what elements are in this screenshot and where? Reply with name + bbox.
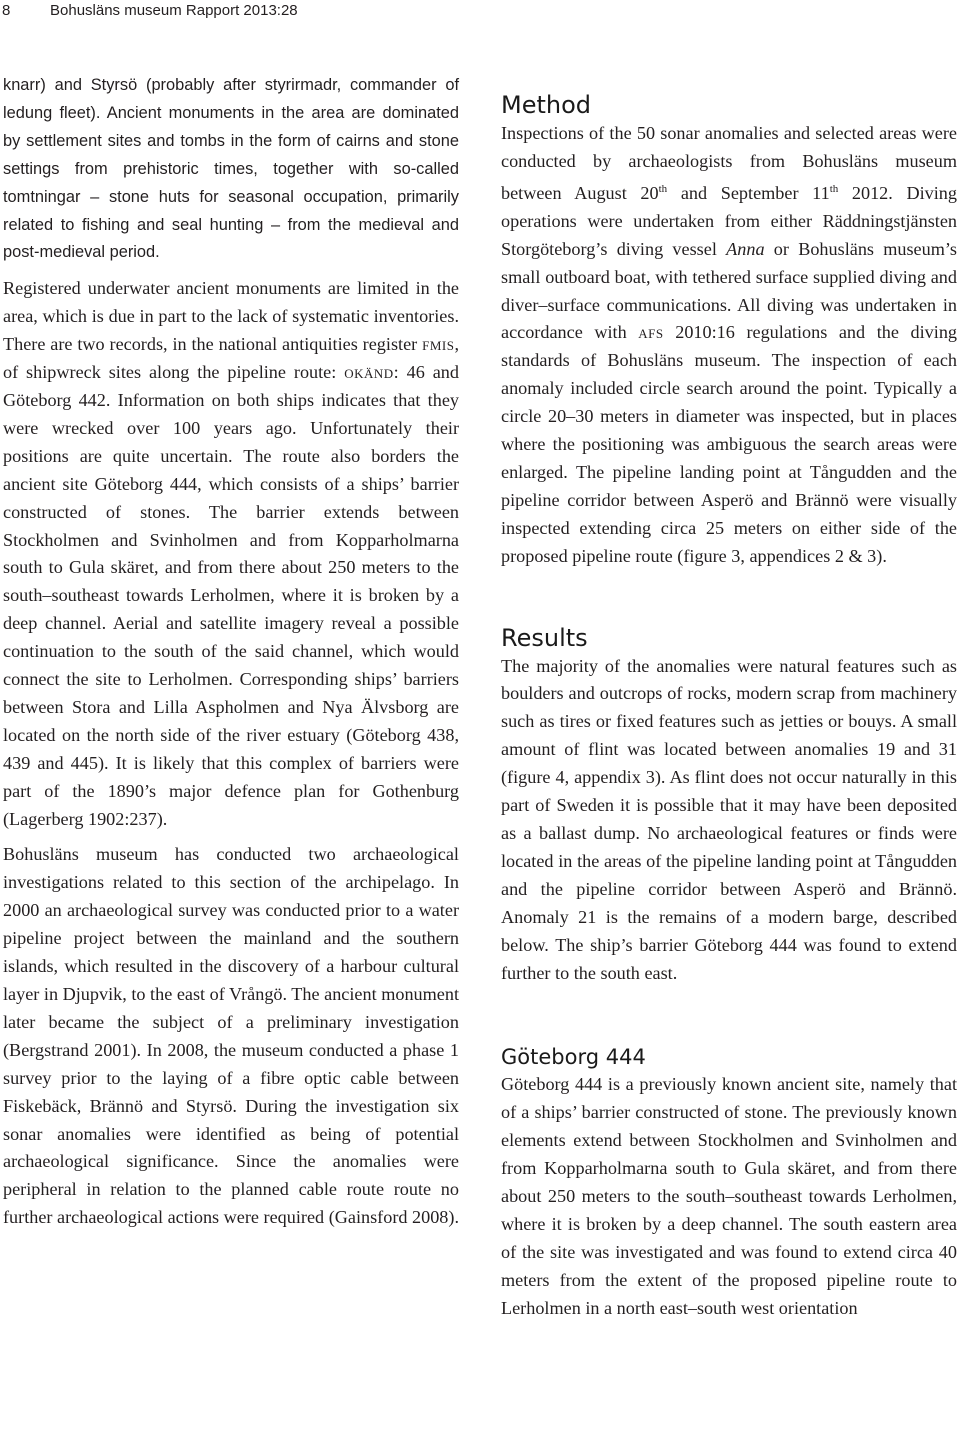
text-span: 2010:16 regulations and the diving standards of Bohusläns museum. The inspection of each anomaly included circle search around the point. Typically a circle 20–30 meters in diameter was inspected, but in places where the positioning was ambiguous the search areas were enlarged. The pipeline landing point at Tångudden and the pipeline corridor between Asperö and Brännö were visually inspected extending circa 25 meters on either side of the proposed pipeline route (figure 3, appendices 2 & 3).	[501, 322, 958, 566]
superscript: th	[658, 182, 668, 195]
fmis-abbrev: fmis	[422, 334, 455, 355]
text-span: and September 11	[667, 182, 830, 203]
results-paragraph: The majority of the anomalies were natural features such as boulders and outcrops of rocks, modern scrap from machinery such as tires or fixed features such as jetties or bouys. A small amount of flint was located between anomalies 19 and 31 (figure 4, appendix 3). As flint does not occur naturally in this part of Sweden it is possible that it may have been deposited as a ballast dump. No archaeological features or finds were located in the areas of the pipeline landing point at Tångudden and the pipeline corridor between Asperö and Brännö. Anomaly 21 is the remains of a modern barge, described below. The ship’s barrier Göteborg 444 was found to extend further to the south east.	[501, 655, 957, 983]
running-title: Bohusläns museum Rapport 2013:28	[50, 2, 298, 19]
text-span: : 46 and Göteborg 442. Information on both ships indicates that they were wrecked over 100 years ago. Unfortunately their positions are quite uncertain. The route also borders the ancient site Göteborg 444, which consists of a ships’ barrier constructed of stones. The barrier extends between Stockholmen and Svinholmen and from Kopparholmarna south to Gula skäret, and from there about 250 meters to the south–southeast towards Lerholmen, where it is broken by a deep channel. Aerial and satellite imagery reveal a possible continuation to the south of the said channel, which would connect the site to Lerholmen. Corresponding ships’ barriers between Stora and Lilla Aspholmen and Nya Älvsborg are located on the north side of the river estuary (Göteborg 438, 439 and 445). It is likely that this complex of barriers were part of the 1890’s major defence plan for Gothenburg (Lagerberg 1902:237).	[3, 362, 459, 829]
method-heading: Method	[501, 91, 592, 119]
results-heading: Results	[501, 623, 588, 652]
text-span: Registered underwater ancient monuments are limited in the area, which is due in part to the lack of systematic inventories. There are two records, in the national antiquities register	[3, 278, 459, 355]
paragraph-underwater-monuments	[3, 275, 459, 833]
vessel-name: Anna	[726, 238, 765, 259]
paragraph-monuments-overview: knarr) and Styrsö (probably after styrirmadr, commander of ledung fleet). Ancient monuments in the area are dominated by settlement sites and tombs in the form of cairns and stone settings from prehistoric times, together with so-called tomtningar – stone huts for seasonal occupation, primarily related to fishing and seal hunting – from the medieval and post-medieval period.	[3, 76, 459, 262]
text-span: Inspections of the 50 sonar anomalies and selected areas were conducted by archaeologists from Bohusläns museum between August 20	[501, 123, 957, 203]
right-column	[501, 90, 957, 1323]
method-paragraph	[501, 120, 957, 571]
goteborg444-paragraph: Göteborg 444 is a previously known ancient site, namely that of a ships’ barrier constructed of stone. The previously known elements extend between Stockholmen and Svinholmen and from Kopparholmarna south to Gula skäret, and from there about 250 meters to the south–southeast towards Lerholmen, where it is broken by a deep channel. The south eastern area of the site was investigated and was found to extend circa 40 meters from the extent of the proposed pipeline route to Lerholmen in a north east–south west orientation	[501, 1074, 957, 1318]
paragraph-previous-investigations: Bohusläns museum has conducted two archaeological investigations related to this section of the archipelago. In 2000 an archaeological survey was conducted prior to a water pipeline project between the mainland and the southern islands, which resulted in the discovery of a harbour cultural layer in Djupvik, to the east of Vrångö. The ancient monument later became the subject of a preliminary investigation (Bergstrand 2001). In 2008, the museum conducted a phase 1 survey prior to the laying of a fibre optic cable between Fiskebäck, Brännö and Styrsö. During the investigation six sonar anomalies were identified as being of potential archaeological significance. Since the anomalies were peripheral in relation to the planned cable route route no further archaeological actions were required (Gainsford 2008).	[3, 844, 460, 1228]
afs-abbrev: afs	[638, 322, 664, 343]
text-span: or Bohusläns museum’s small outboard boat, with tethered surface supplied diving and diver–surface communications. All diving was undertaken in accordance with	[501, 238, 958, 343]
superscript: th	[829, 182, 839, 195]
page-header	[2, 0, 298, 24]
okand-abbrev: okänd	[344, 362, 394, 383]
text-span: 2012. Diving operations were undertaken from either Räddningstjänsten Storgöteborg’s diving vessel	[501, 182, 957, 259]
goteborg444-heading: Göteborg 444	[501, 1045, 646, 1070]
page-number: 8	[2, 2, 11, 19]
text-span: , of shipwreck sites along the pipeline route:	[3, 334, 459, 383]
left-column	[3, 72, 459, 1232]
